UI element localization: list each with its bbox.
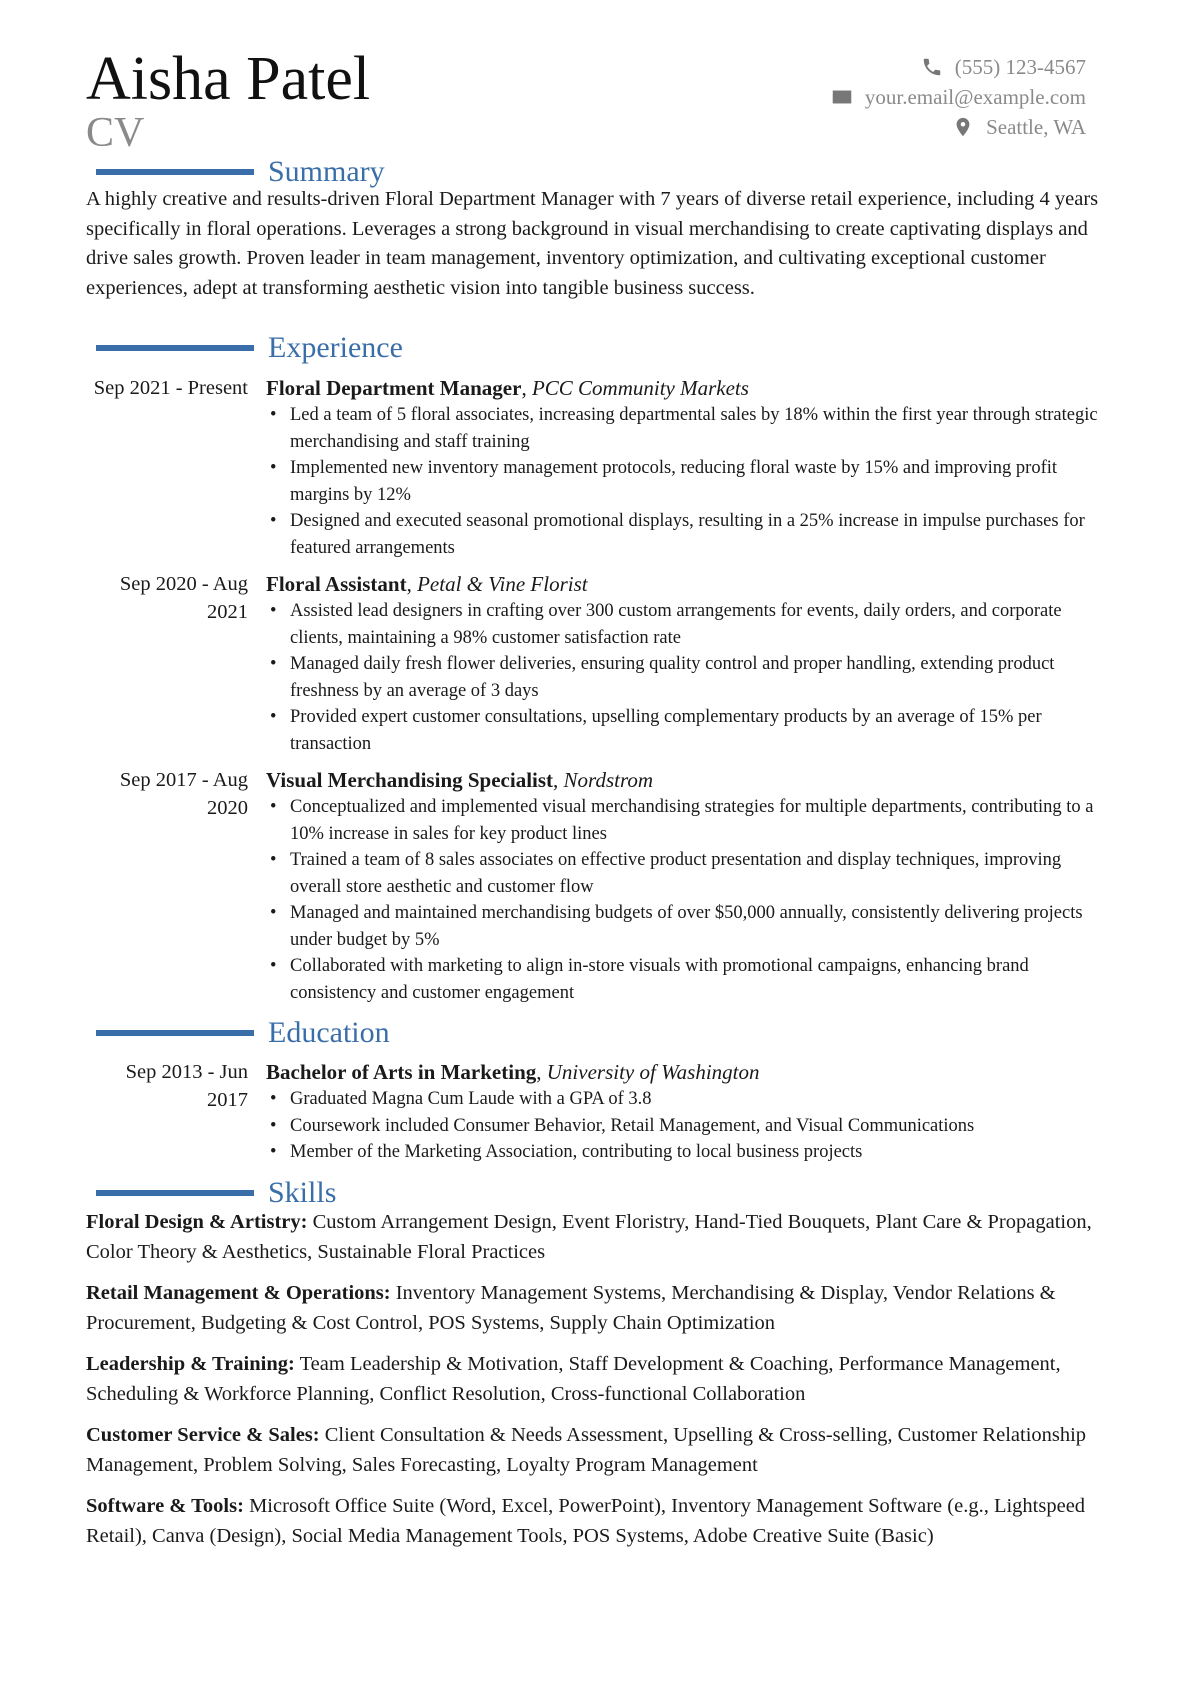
entry-date: Sep 2017 - Aug 2020 bbox=[119, 769, 248, 819]
entry-school: University of Washington bbox=[546, 1060, 760, 1084]
map-pin-icon bbox=[952, 116, 974, 138]
entry-org: PCC Community Markets bbox=[531, 376, 749, 400]
skill-category: Floral Design & Artistry: bbox=[86, 1211, 308, 1233]
skill-items: Custom Arrangement Design, Event Floristry, Hand-Tied Bouquets, Plant Care & Propagation, Color Theory & Aesthetics, Sustainable Floral Practices bbox=[86, 1211, 1092, 1263]
skill-category: Customer Service & Sales: bbox=[86, 1424, 320, 1446]
entry-date: Sep 2020 - Aug 2021 bbox=[119, 573, 248, 623]
list-item: • Led a team of 5 floral associates, increasing departmental sales by 18% within the first year through strategic merchandising and staff training bbox=[266, 402, 1106, 455]
contact-phone bbox=[831, 52, 1086, 82]
location-text: Seattle, WA bbox=[986, 114, 1086, 139]
entry-degree: Bachelor of Arts in Marketing bbox=[266, 1060, 537, 1084]
section-title-experience: Experience bbox=[268, 331, 403, 364]
section-bar bbox=[96, 345, 254, 351]
contact-location bbox=[831, 112, 1086, 142]
experience-entry bbox=[86, 766, 1106, 1006]
list-item: • Member of the Marketing Association, contributing to local business projects bbox=[266, 1139, 1106, 1166]
education-entry bbox=[86, 1058, 1106, 1166]
skill-items: Inventory Management Systems, Merchandising & Display, Vendor Relations & Procurement, Budgeting & Cost Control, POS Systems, Supply Chain Optimization bbox=[86, 1282, 1056, 1334]
experience-entry bbox=[86, 570, 1106, 757]
section-title-education: Education bbox=[268, 1016, 390, 1049]
skill-items: Client Consultation & Needs Assessment, Upselling & Cross-selling, Customer Relationship Management, Problem Solving, Sales Forecasting, Loyalty Program Management bbox=[86, 1424, 1087, 1476]
skill-group bbox=[86, 1492, 1106, 1551]
email-text: your.email@example.com bbox=[864, 84, 1086, 109]
entry-date: Sep 2013 - Jun 2017 bbox=[125, 1061, 248, 1111]
contact-block bbox=[831, 52, 1086, 142]
phone-text: (555) 123-4567 bbox=[954, 54, 1086, 79]
document-subtitle: CV bbox=[86, 110, 145, 156]
envelope-icon bbox=[831, 86, 853, 108]
skill-group bbox=[86, 1421, 1106, 1480]
list-item: • Implemented new inventory management protocols, reducing floral waste by 15% and improving profit margins by 12% bbox=[266, 455, 1106, 508]
list-item: • Managed and maintained merchandising budgets of over $50,000 annually, consistently delivering projects under budget by 5% bbox=[266, 900, 1106, 953]
entry-date: Sep 2021 - Present bbox=[93, 377, 248, 399]
skill-group bbox=[86, 1350, 1106, 1409]
list-item: • Conceptualized and implemented visual merchandising strategies for multiple departments, contributing to a 10% increase in sales for key product lines bbox=[266, 794, 1106, 847]
entry-role: Floral Assistant bbox=[266, 572, 407, 596]
list-item: • Collaborated with marketing to align in-store visuals with promotional campaigns, enhancing brand consistency and customer engagement bbox=[266, 953, 1106, 1006]
list-item: • Provided expert customer consultations, upselling complementary products by an average of 15% per transaction bbox=[266, 704, 1106, 757]
entry-role: Visual Merchandising Specialist bbox=[266, 768, 554, 792]
summary-text: A highly creative and results-driven Floral Department Manager with 7 years of diverse retail experience, including 4 years specifically in floral operations. Leverages a strong background in visual merchandising to create captivating displays and drive sales growth. Proven leader in team management, inventory optimization, and cultivating exceptional customer experiences, adept at transforming aesthetic vision into tangible business success. bbox=[86, 188, 1099, 299]
contact-email bbox=[831, 82, 1086, 112]
list-item: • Graduated Magna Cum Laude with a GPA of 3.8 bbox=[266, 1086, 1106, 1113]
entry-org: Nordstrom bbox=[563, 768, 654, 792]
entry-title: Floral Assistant, Petal & Vine Florist bbox=[266, 572, 588, 596]
section-header-experience bbox=[96, 330, 403, 366]
entry-title: Floral Department Manager, PCC Community Markets bbox=[266, 376, 749, 400]
skill-category: Retail Management & Operations: bbox=[86, 1282, 391, 1304]
skill-category: Software & Tools: bbox=[86, 1495, 244, 1517]
experience-entry bbox=[86, 374, 1106, 561]
skill-group bbox=[86, 1208, 1106, 1267]
section-bar bbox=[96, 169, 254, 175]
section-header-skills bbox=[96, 1175, 336, 1211]
section-bar bbox=[96, 1030, 254, 1036]
section-bar bbox=[96, 1190, 254, 1196]
skill-category: Leadership & Training: bbox=[86, 1353, 295, 1375]
phone-icon bbox=[921, 56, 943, 78]
skill-items: Team Leadership & Motivation, Staff Development & Coaching, Performance Management, Scheduling & Workforce Planning, Conflict Resolution, Cross-functional Collaboration bbox=[86, 1353, 1061, 1405]
section-header-education bbox=[96, 1015, 390, 1051]
candidate-name: Aisha Patel bbox=[86, 45, 371, 113]
entry-title: Visual Merchandising Specialist, Nordstrom bbox=[266, 768, 654, 792]
entry-title: Bachelor of Arts in Marketing, University of Washington bbox=[266, 1060, 760, 1084]
list-item: • Trained a team of 8 sales associates on effective product presentation and display techniques, improving overall store aesthetic and customer flow bbox=[266, 847, 1106, 900]
section-title-skills: Skills bbox=[268, 1176, 337, 1209]
entry-role: Floral Department Manager bbox=[266, 376, 522, 400]
skills-list bbox=[86, 1208, 1106, 1563]
section-title-summary: Summary bbox=[268, 155, 385, 188]
list-item: • Assisted lead designers in crafting over 300 custom arrangements for events, daily orders, and corporate clients, maintaining a 98% customer satisfaction rate bbox=[266, 598, 1106, 651]
list-item: • Coursework included Consumer Behavior, Retail Management, and Visual Communications bbox=[266, 1113, 1106, 1140]
list-item: • Managed daily fresh flower deliveries, ensuring quality control and proper handling, extending product freshness by an average of 3 days bbox=[266, 651, 1106, 704]
skill-group bbox=[86, 1279, 1106, 1338]
skill-items: Microsoft Office Suite (Word, Excel, PowerPoint), Inventory Management Software (e.g., Lightspeed Retail), Canva (Design), Social Media Management Tools, POS Systems, Adobe Creative Suite (Basic) bbox=[86, 1495, 1086, 1547]
entry-org: Petal & Vine Florist bbox=[417, 572, 588, 596]
list-item: • Designed and executed seasonal promotional displays, resulting in a 25% increase in impulse purchases for featured arrangements bbox=[266, 508, 1106, 561]
